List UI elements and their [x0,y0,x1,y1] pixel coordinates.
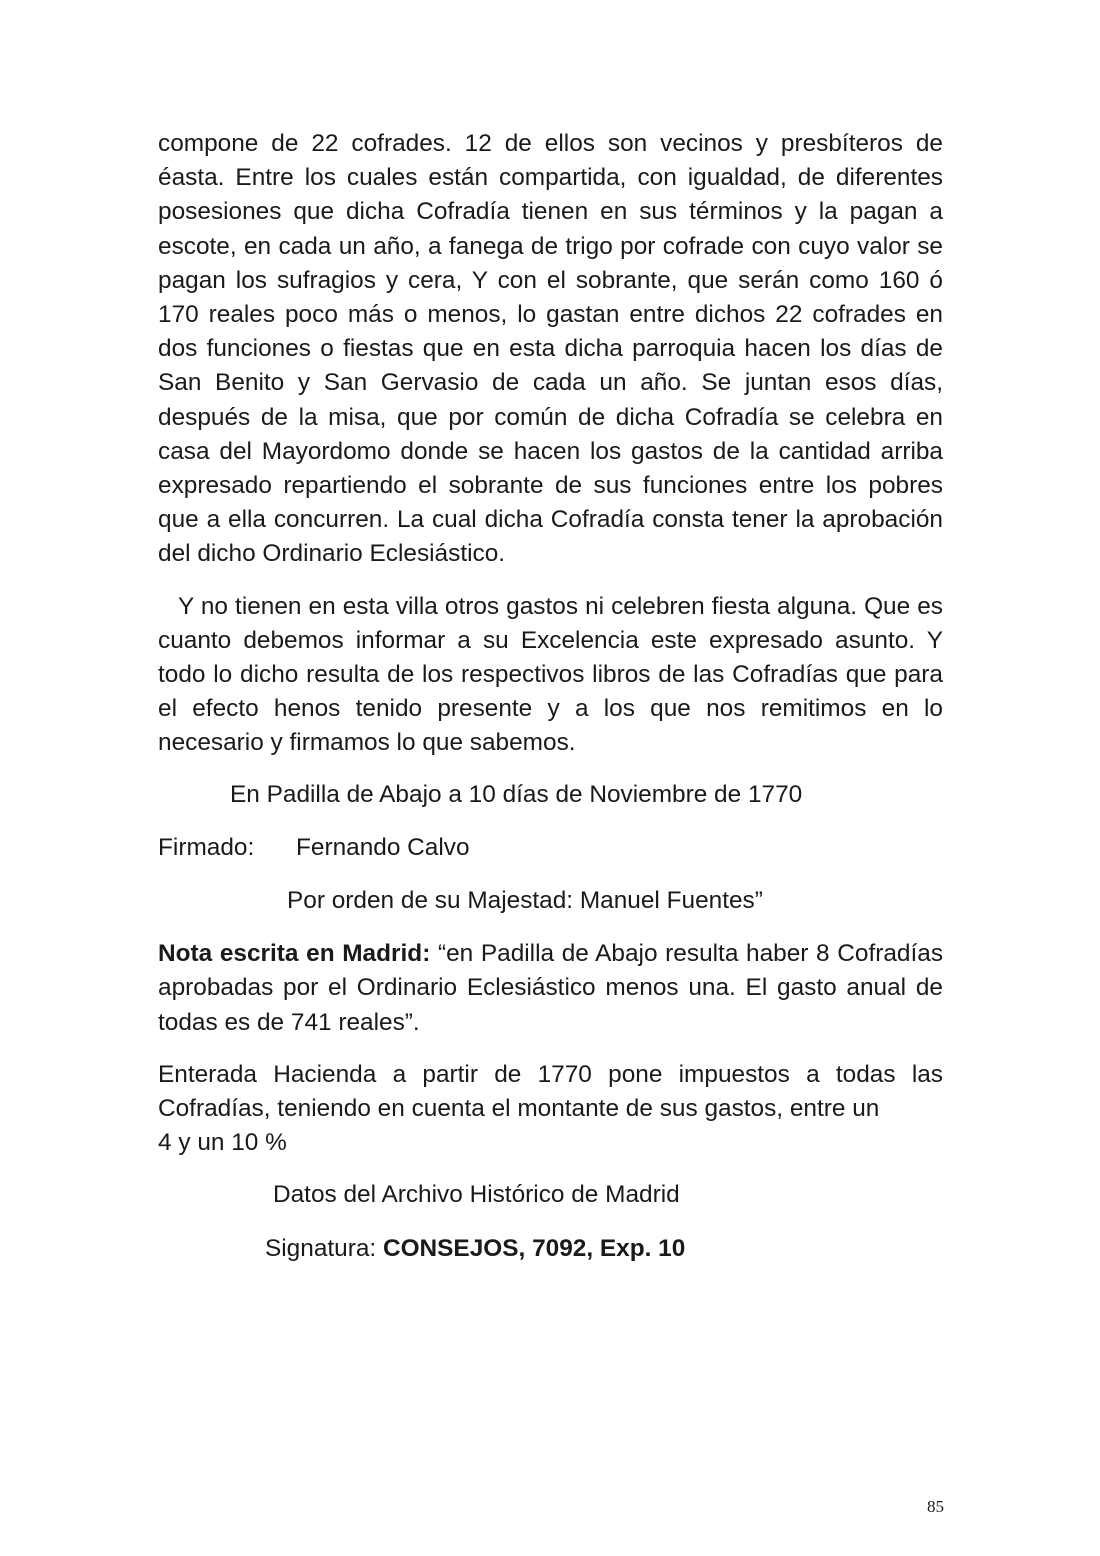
signed-line [158,831,943,865]
signed-label: Firmado: [158,833,255,861]
document-page [158,127,943,1266]
madrid-note [158,937,943,1040]
archive-line: Datos del Archivo Histórico de Madrid [273,1181,680,1209]
note-text: “en Padilla de Abajo resulta haber 8 Cofradías aprobadas por el Ordinario Eclesiástico menos una. El gasto anual de todas es de 741 reales”. [158,940,944,1036]
date-line: En Padilla de Abajo a 10 días de Noviembre de 1770 [230,780,803,808]
paragraph-cofradia: compone de 22 cofrades. 12 de ellos son vecinos y presbíteros de éasta. Entre los cuales están compartida, con igualdad, de diferentes posesiones que dicha Cofradía tienen en sus términos y la pagan a escote, en cada un año, a fanega de trigo por cofrade con cuyo valor se pagan los sufragios y cera, Y con el sobrante, que serán como 160 ó 170 reales poco más o menos, lo gastan entre dichos 22 cofrades en dos funciones o fiestas que en esta dicha parroquia hacen los días de San Benito y San Gervasio de cada un año. Se juntan esos días, después de la misa, que por común de dicha Cofradía se celebra en casa del Mayordomo donde se hacen los gastos de la cantidad arriba expresado repartiendo el sobrante de sus funciones entre los pobres que a ella concurren. La cual dicha Cofradía consta tener la aprobación del dicho Ordinario Eclesiástico. [158,130,943,568]
hacienda-paragraph [158,1058,943,1161]
order-line: Por orden de su Majestad: Manuel Fuentes” [287,887,763,915]
hacienda-last-line: 4 y un 10 % [158,1129,287,1157]
signature-ref: CONSEJOS, 7092, Exp. 10 [382,1234,686,1262]
signature-line [158,1232,943,1266]
signature-label: Signatura: [265,1234,383,1262]
hacienda-text: Enterada Hacienda a partir de 1770 pone impuestos a todas las Cofradías, teniendo en cuenta el montante de sus gastos, entre un [158,1060,943,1123]
note-label: Nota escrita en Madrid: [158,940,431,968]
page-number: 85 [927,1497,944,1516]
signed-name: Fernando Calvo [296,833,470,861]
paragraph-closing: Y no tienen en esta villa otros gastos ni celebren fiesta alguna. Que es cuanto debemos informar a su Excelencia este expresado asunto. Y todo lo dicho resulta de los respectivos libros de las Cofradías que para el efecto henos tenido presente y a los que nos remitimos en lo necesario y firmamos lo que sabemos. [158,592,943,757]
